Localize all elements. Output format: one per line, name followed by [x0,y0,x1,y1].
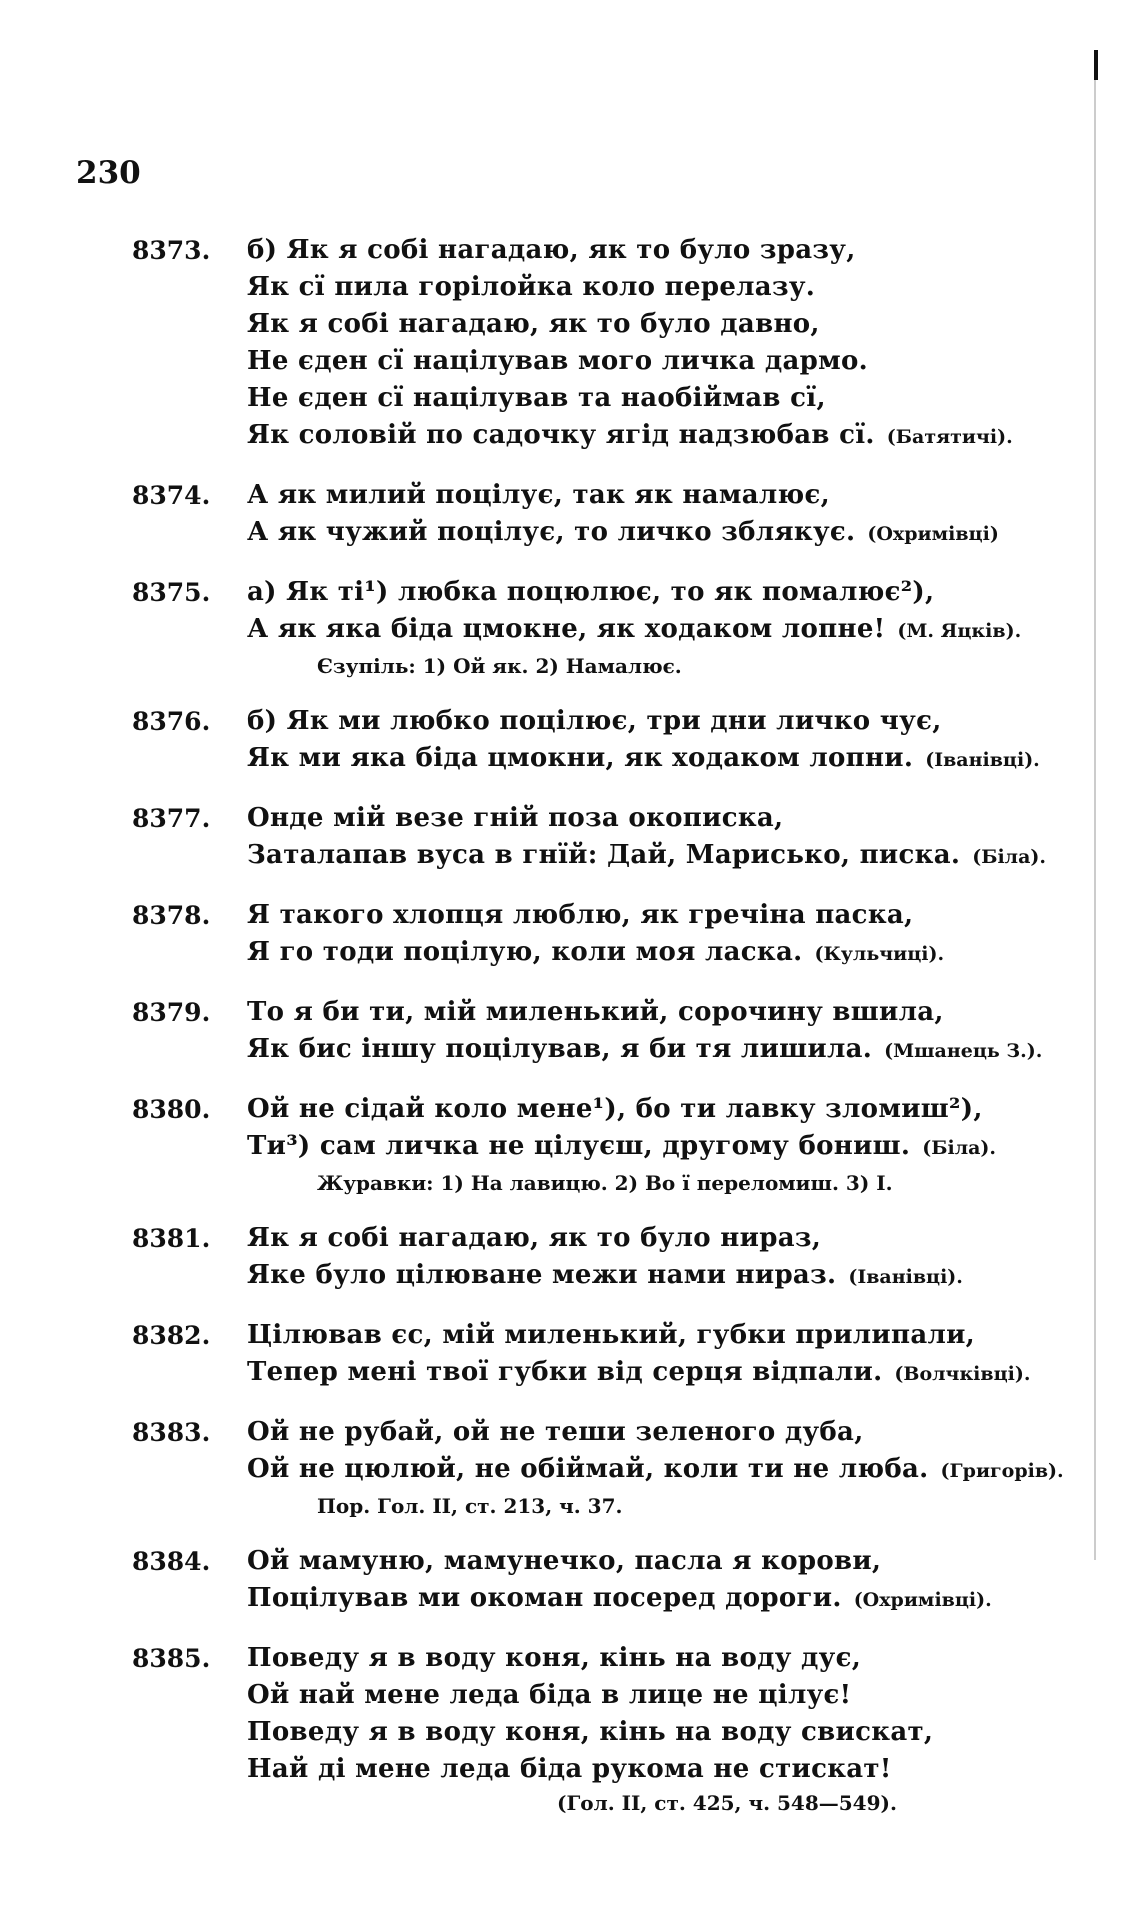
source-location: (Охримівці). [853,1589,992,1611]
verse-text: То я би ти, мій миленький, сорочину вшила, [247,997,944,1027]
entry-number: 8381. [132,1224,211,1253]
verse-text: Заталапав вуса в гнїй: Дай, Марисько, писка. [247,840,961,870]
verse-line [247,1640,1032,1677]
entry-body [247,477,1032,553]
song-entry [132,1414,1064,1522]
verse-text: Я такого хлопця люблю, як гречіна паска, [247,900,914,930]
margin-mark [1094,50,1098,80]
verse-text: А як милий поцілує, так як намалює, [247,480,830,510]
verse-text: Ти³) сам личка не цілуєш, другому бониш. [247,1131,911,1161]
song-entry [132,800,1046,876]
verse-line [247,269,1032,306]
verse-line [247,1714,1032,1751]
source-location: (Григорів). [940,1460,1064,1482]
entry-number: 8379. [132,998,211,1027]
entry-body [247,1317,1032,1393]
entry-body [247,1091,1032,1199]
variant-note: Пор. Гол. II, ст. 213, ч. 37. [317,1494,623,1518]
entry-number: 8382. [132,1321,211,1350]
verse-line [247,1451,1064,1490]
entry-body [247,897,1032,973]
source-location: (Біла). [922,1137,997,1159]
source-location: (Мшанець З.). [884,1040,1043,1062]
verse-line [247,514,1032,553]
verse-line [247,417,1032,456]
song-entry [132,477,1032,553]
verse-line [247,343,1032,380]
verse-text: Онде мій везе гній поза окописка, [247,803,784,833]
verse-line [247,703,1040,740]
verse-line [247,1354,1032,1393]
verse-text: Ой най мене леда біда в лице не цілує! [247,1680,852,1710]
entry-number: 8383. [132,1418,211,1447]
verse-text: Ой не сідай коло мене¹), бо ти лавку зломиш²), [247,1094,983,1124]
entry-body [247,703,1040,779]
verse-text: Поцілував ми окоман посеред дороги. [247,1583,842,1613]
verse-text: Я го тоди поцілую, коли моя ласка. [247,937,803,967]
source-location: (М. Яцків). [897,620,1022,642]
verse-line [247,1091,1032,1128]
verse-text: А як чужий поцілує, то личко зблякує. [247,517,856,547]
entry-number: 8378. [132,901,211,930]
verse-text: Тепер мені твої губки від серця відпали. [247,1357,883,1387]
verse-line [247,1543,1032,1580]
song-entry [132,703,1040,779]
page-number: 230 [76,155,141,191]
verse-text: Не єден сї націлував та наобіймав сї, [247,383,826,413]
song-entry [132,1220,1032,1296]
entry-number: 8385. [132,1644,211,1673]
verse-text: Як сї пила горілойка коло перелазу. [247,272,816,302]
entry-body [247,232,1032,456]
verse-line [247,837,1046,876]
entry-number: 8374. [132,481,211,510]
verse-line [247,740,1040,779]
entry-body [247,994,1042,1070]
entry-body [247,1220,1032,1296]
verse-line [247,994,1042,1031]
entry-body [247,1640,1032,1818]
source-location: (Біла). [972,846,1046,868]
verse-line [247,800,1046,837]
verse-text: а) Як ті¹) любка поцюлює, то як помалює²), [247,577,935,607]
verse-text: Ой не рубай, ой не теши зеленого дуба, [247,1417,864,1447]
verse-text: Як я собі нагадаю, як то було нираз, [247,1223,822,1253]
song-entry [132,232,1032,456]
verse-line [247,1257,1032,1296]
verse-text: Поведу я в воду коня, кінь на воду дує, [247,1643,862,1673]
source-location: (Волчківці). [894,1363,1031,1385]
verse-line [247,934,1032,973]
entry-number: 8373. [132,236,211,265]
verse-line [247,897,1032,934]
verse-line [247,477,1032,514]
verse-line [247,232,1032,269]
song-entry [132,1317,1032,1393]
verse-line [247,1751,1032,1788]
song-entry [132,1640,1032,1818]
variant-note: Журавки: 1) На лавицю. 2) Во ї переломиш. 3) І. [317,1171,893,1195]
margin-line [1094,80,1096,1560]
verse-text: Не єден сї націлував мого личка дармо. [247,346,868,376]
source-location: (Охримівці) [867,523,999,545]
entry-number: 8376. [132,707,211,736]
verse-line [247,1677,1032,1714]
verse-line [247,1317,1032,1354]
entry-body [247,800,1046,876]
variant-note: Єзупіль: 1) Ой як. 2) Намалює. [317,654,682,678]
verse-line [247,306,1032,343]
entry-number: 8375. [132,578,211,607]
verse-text: Ой не цюлюй, не обіймай, коли ти не люба. [247,1454,929,1484]
verse-text: Яке було цілюване межи нами нираз. [247,1260,837,1290]
verse-text: б) Як я собі нагадаю, як то було зразу, [247,235,856,265]
source-location: (Іванівці). [848,1266,963,1288]
song-entry [132,1091,1032,1199]
entry-body [247,1543,1032,1619]
entry-number: 8384. [132,1547,211,1576]
verse-text: б) Як ми любко поцілює, три дни личко чує, [247,706,942,736]
verse-text: Як я собі нагадаю, як то було давно, [247,309,820,339]
entry-body [247,1414,1064,1522]
verse-text: Цілював єс, мій миленький, губки прилипали, [247,1320,976,1350]
source-location: (Іванівці). [925,749,1040,771]
verse-text: Ой мамуню, мамунечко, пасла я корови, [247,1546,882,1576]
verse-text: Як соловій по садочку ягід надзюбав сї. [247,420,875,450]
verse-text: А як яка біда цмокне, як ходаком лопне! [247,614,886,644]
song-entry [132,897,1032,973]
verse-text: Як ми яка біда цмокни, як ходаком лопни. [247,743,914,773]
source-location: (Батятичі). [886,426,1013,448]
verse-line [247,380,1032,417]
verse-line [247,1128,1032,1167]
verse-text: Як бис іншу поцілував, я би тя лишила. [247,1034,873,1064]
song-entry [132,994,1043,1070]
verse-line [247,1580,1032,1619]
verse-line [247,611,1032,650]
song-entries [132,232,1064,1839]
reference-note: (Гол. II, ст. 425, ч. 548—549). [557,1791,897,1815]
entry-body [247,574,1032,682]
verse-text: Най ді мене леда біда рукома не стискат! [247,1754,892,1784]
verse-line [247,574,1032,611]
song-entry [132,1543,1032,1619]
verse-line [247,1414,1064,1451]
entry-number: 8377. [132,804,211,833]
entry-number: 8380. [132,1095,211,1124]
source-location: (Кульчиці). [814,943,945,965]
verse-line [247,1031,1042,1070]
verse-line [247,1220,1032,1257]
verse-text: Поведу я в воду коня, кінь на воду свискат, [247,1717,934,1747]
song-entry [132,574,1032,682]
